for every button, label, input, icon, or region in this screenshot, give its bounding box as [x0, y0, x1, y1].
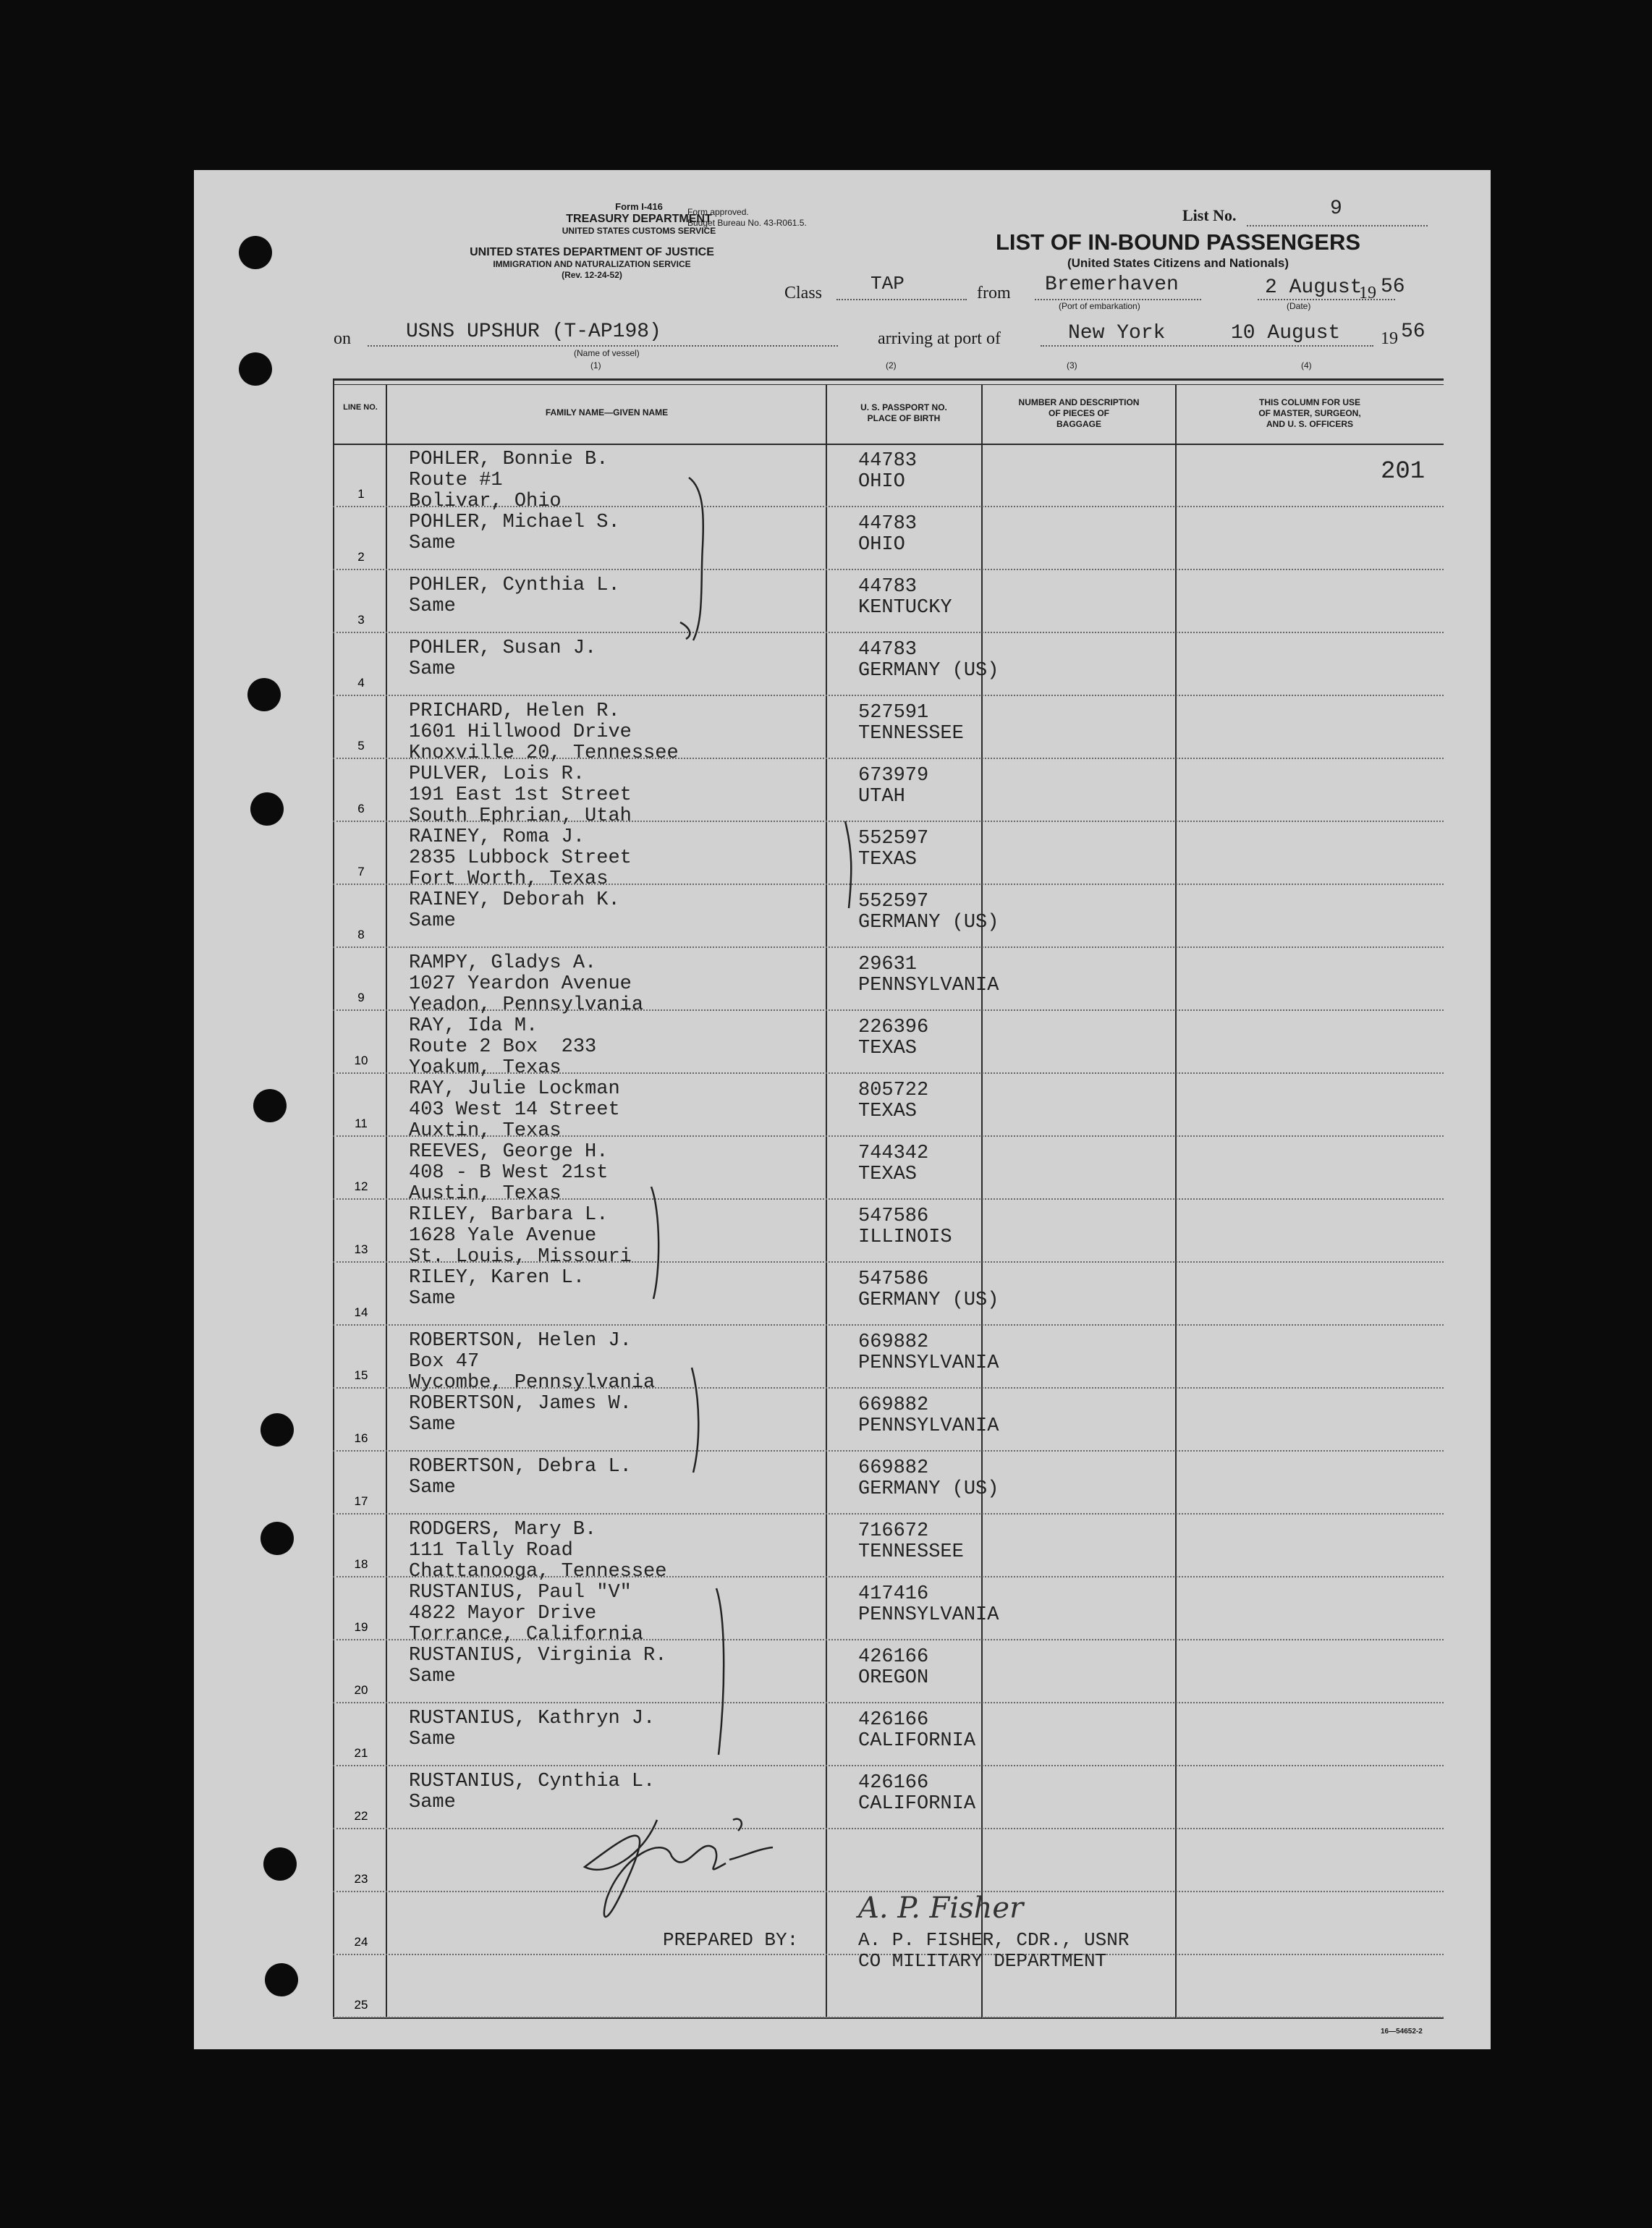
line-number: 22 [354, 1809, 368, 1823]
passport-and-birthplace: 669882 PENNSYLVANIA [858, 1331, 999, 1374]
port-of-arrival: New York [1068, 322, 1166, 344]
passport-and-birthplace: 673979 UTAH [858, 765, 929, 808]
line-number: 23 [354, 1872, 368, 1886]
passenger-name: RUSTANIUS, Kathryn J. Same [409, 1708, 656, 1750]
line-number: 20 [354, 1683, 368, 1697]
line-number: 11 [355, 1117, 368, 1130]
on-label: on [334, 329, 351, 348]
header-officers-2: OF MASTER, SURGEON, [1258, 408, 1361, 418]
vessel-caption: (Name of vessel) [574, 348, 640, 358]
col-num-3: (3) [1067, 360, 1077, 370]
line-number: 3 [357, 613, 365, 627]
passenger-name: RAINEY, Roma J. 2835 Lubbock Street Fort Worth, Texas [409, 826, 632, 890]
passenger-name: RUSTANIUS, Cynthia L. Same [409, 1771, 656, 1813]
preparer-title: CO MILITARY DEPARTMENT [858, 1950, 1107, 1972]
line-number: 9 [357, 991, 365, 1004]
passenger-name: RAINEY, Deborah K. Same [409, 889, 620, 932]
passport-and-birthplace: 552597 TEXAS [858, 828, 929, 871]
punch-hole [253, 1089, 287, 1122]
passport-and-birthplace: 669882 GERMANY (US) [858, 1457, 999, 1500]
arrival-date: 10 August [1231, 322, 1341, 344]
embark-year-prefix: 19 [1359, 284, 1376, 302]
line-number: 5 [357, 739, 365, 753]
line-number: 12 [354, 1179, 368, 1193]
passport-and-birthplace: 29631 PENNSYLVANIA [858, 954, 999, 996]
arrival-year-prefix: 19 [1381, 329, 1398, 348]
header-birthplace: PLACE OF BIRTH [867, 413, 941, 423]
header-line-no: LINE NO. [343, 403, 378, 412]
embark-date: 2 August [1265, 276, 1363, 299]
form-approved: Form approved. [687, 207, 749, 217]
line-number: 2 [357, 550, 365, 564]
passport-and-birthplace: 547586 ILLINOIS [858, 1206, 952, 1248]
punch-hole [247, 678, 281, 711]
header-baggage-2: OF PIECES OF [1048, 408, 1109, 418]
passenger-name: RAY, Julie Lockman 403 West 14 Street Auxtin, Texas [409, 1078, 620, 1142]
passenger-name: POHLER, Bonnie B. Route #1 Bolivar, Ohio [409, 449, 609, 512]
line-number: 17 [354, 1494, 368, 1508]
line-number: 21 [354, 1746, 368, 1760]
passenger-name: RAY, Ida M. Route 2 Box 233 Yoakum, Texas [409, 1015, 597, 1079]
line-number: 8 [357, 928, 365, 941]
page-subtitle: (United States Citizens and Nationals) [1067, 256, 1289, 270]
handwritten-annotations [194, 170, 1491, 2049]
revision: (Rev. 12-24-52) [562, 270, 622, 280]
punch-hole [250, 792, 284, 826]
line-number: 7 [357, 865, 365, 878]
passport-and-birthplace: 44783 KENTUCKY [858, 576, 952, 619]
page-title: LIST OF IN-BOUND PASSENGERS [995, 229, 1361, 255]
port-of-embarkation: Bremerhaven [1045, 274, 1179, 296]
class-value: TAP [871, 273, 905, 295]
punch-hole [239, 236, 272, 269]
passenger-name: RAMPY, Gladys A. 1027 Yeardon Avenue Yeadon, Pennsylvania [409, 952, 644, 1016]
passport-and-birthplace: 417416 PENNSYLVANIA [858, 1583, 999, 1626]
passenger-name: REEVES, George H. 408 - B West 21st Austin, Texas [409, 1141, 609, 1205]
passport-and-birthplace: 226396 TEXAS [858, 1017, 929, 1059]
passport-and-birthplace: 426166 CALIFORNIA [858, 1709, 976, 1752]
passenger-name: RILEY, Karen L. Same [409, 1267, 585, 1310]
list-number: 9 [1330, 198, 1342, 220]
passenger-name: ROBERTSON, Helen J. Box 47 Wycombe, Pennsylvania [409, 1330, 656, 1394]
passport-and-birthplace: 716672 TENNESSEE [858, 1520, 964, 1563]
line-number: 13 [354, 1242, 368, 1256]
passport-and-birthplace: 44783 OHIO [858, 450, 918, 493]
line-number: 16 [354, 1431, 368, 1445]
line-number: 6 [357, 802, 365, 816]
line-number: 14 [354, 1305, 368, 1319]
arrival-year: 56 [1401, 321, 1426, 343]
header-officers-1: THIS COLUMN FOR USE [1259, 397, 1360, 407]
embark-year: 56 [1381, 276, 1405, 298]
line-number: 19 [354, 1620, 368, 1634]
punch-hole [239, 352, 272, 386]
passport-and-birthplace: 527591 TENNESSEE [858, 702, 964, 745]
passenger-name: RILEY, Barbara L. 1628 Yale Avenue St. Louis, Missouri [409, 1204, 632, 1268]
date-caption: (Date) [1287, 301, 1311, 311]
col-num-2: (2) [886, 360, 897, 370]
punch-hole [263, 1847, 297, 1881]
punch-hole [260, 1413, 294, 1446]
passenger-name: RUSTANIUS, Virginia R. Same [409, 1645, 667, 1687]
officer-notation: 201 [1381, 458, 1426, 486]
punch-hole [260, 1522, 294, 1555]
manifest-page [194, 170, 1491, 2049]
arriving-label: arriving at port of [878, 329, 1001, 348]
dept-treasury: TREASURY DEPARTMENT [566, 213, 712, 225]
col-num-1: (1) [590, 360, 601, 370]
passenger-name: PULVER, Lois R. 191 East 1st Street South Ephrian, Utah [409, 763, 632, 827]
line-number: 18 [354, 1557, 368, 1571]
header-officers-3: AND U. S. OFFICERS [1266, 419, 1353, 429]
form-code: 16—54652-2 [1381, 2028, 1423, 2036]
customs-service: UNITED STATES CUSTOMS SERVICE [562, 226, 716, 236]
passport-and-birthplace: 744342 TEXAS [858, 1143, 929, 1185]
list-label: List No. [1182, 206, 1237, 224]
passport-and-birthplace: 669882 PENNSYLVANIA [858, 1394, 999, 1437]
passenger-name: POHLER, Susan J. Same [409, 638, 597, 680]
passenger-name: ROBERTSON, James W. Same [409, 1393, 632, 1436]
preparer-name: A. P. FISHER, CDR., USNR [858, 1929, 1130, 1951]
line-number: 4 [357, 676, 365, 690]
passport-and-birthplace: 44783 GERMANY (US) [858, 639, 999, 682]
line-number: 15 [354, 1368, 368, 1382]
passenger-name: RUSTANIUS, Paul "V" 4822 Mayor Drive Torrance, California [409, 1582, 644, 1645]
header-baggage-1: NUMBER AND DESCRIPTION [1018, 397, 1140, 407]
passenger-name: RODGERS, Mary B. 111 Tally Road Chattanooga, Tennessee [409, 1519, 667, 1583]
header-baggage-3: BAGGAGE [1056, 419, 1101, 429]
passport-and-birthplace: 805722 TEXAS [858, 1080, 929, 1122]
ins-service: IMMIGRATION AND NATURALIZATION SERVICE [493, 259, 691, 269]
port-embark-caption: (Port of embarkation) [1059, 301, 1140, 311]
passenger-name: PRICHARD, Helen R. 1601 Hillwood Drive Knoxville 20, Tennessee [409, 700, 679, 764]
header-name: FAMILY NAME—GIVEN NAME [545, 407, 669, 418]
line-number: 24 [354, 1935, 368, 1949]
class-label: Class [784, 284, 823, 302]
passport-and-birthplace: 44783 OHIO [858, 513, 918, 556]
prepared-by-label: PREPARED BY: [663, 1929, 799, 1951]
budget-bureau: Budget Bureau No. 43-R061.5. [687, 218, 807, 228]
dept-justice: UNITED STATES DEPARTMENT OF JUSTICE [470, 246, 714, 258]
line-number: 1 [357, 487, 365, 501]
passport-and-birthplace: 426166 OREGON [858, 1646, 929, 1689]
passenger-name: POHLER, Cynthia L. Same [409, 575, 620, 617]
vessel-name: USNS UPSHUR (T-AP198) [406, 321, 661, 343]
passport-and-birthplace: 547586 GERMANY (US) [858, 1268, 999, 1311]
passport-and-birthplace: 426166 CALIFORNIA [858, 1772, 976, 1815]
col-num-4: (4) [1301, 360, 1312, 370]
passenger-name: POHLER, Michael S. Same [409, 512, 620, 554]
passport-and-birthplace: 552597 GERMANY (US) [858, 891, 999, 933]
header-passport: U. S. PASSPORT NO. [860, 402, 947, 412]
punch-hole [265, 1963, 298, 1996]
from-label: from [977, 284, 1011, 302]
line-number: 25 [354, 1998, 368, 2012]
passenger-name: ROBERTSON, Debra L. Same [409, 1456, 632, 1499]
line-number: 10 [354, 1054, 368, 1067]
preparer-signature: A. P. Fisher [858, 1892, 1024, 1925]
form-number: Form I-416 [615, 201, 663, 212]
